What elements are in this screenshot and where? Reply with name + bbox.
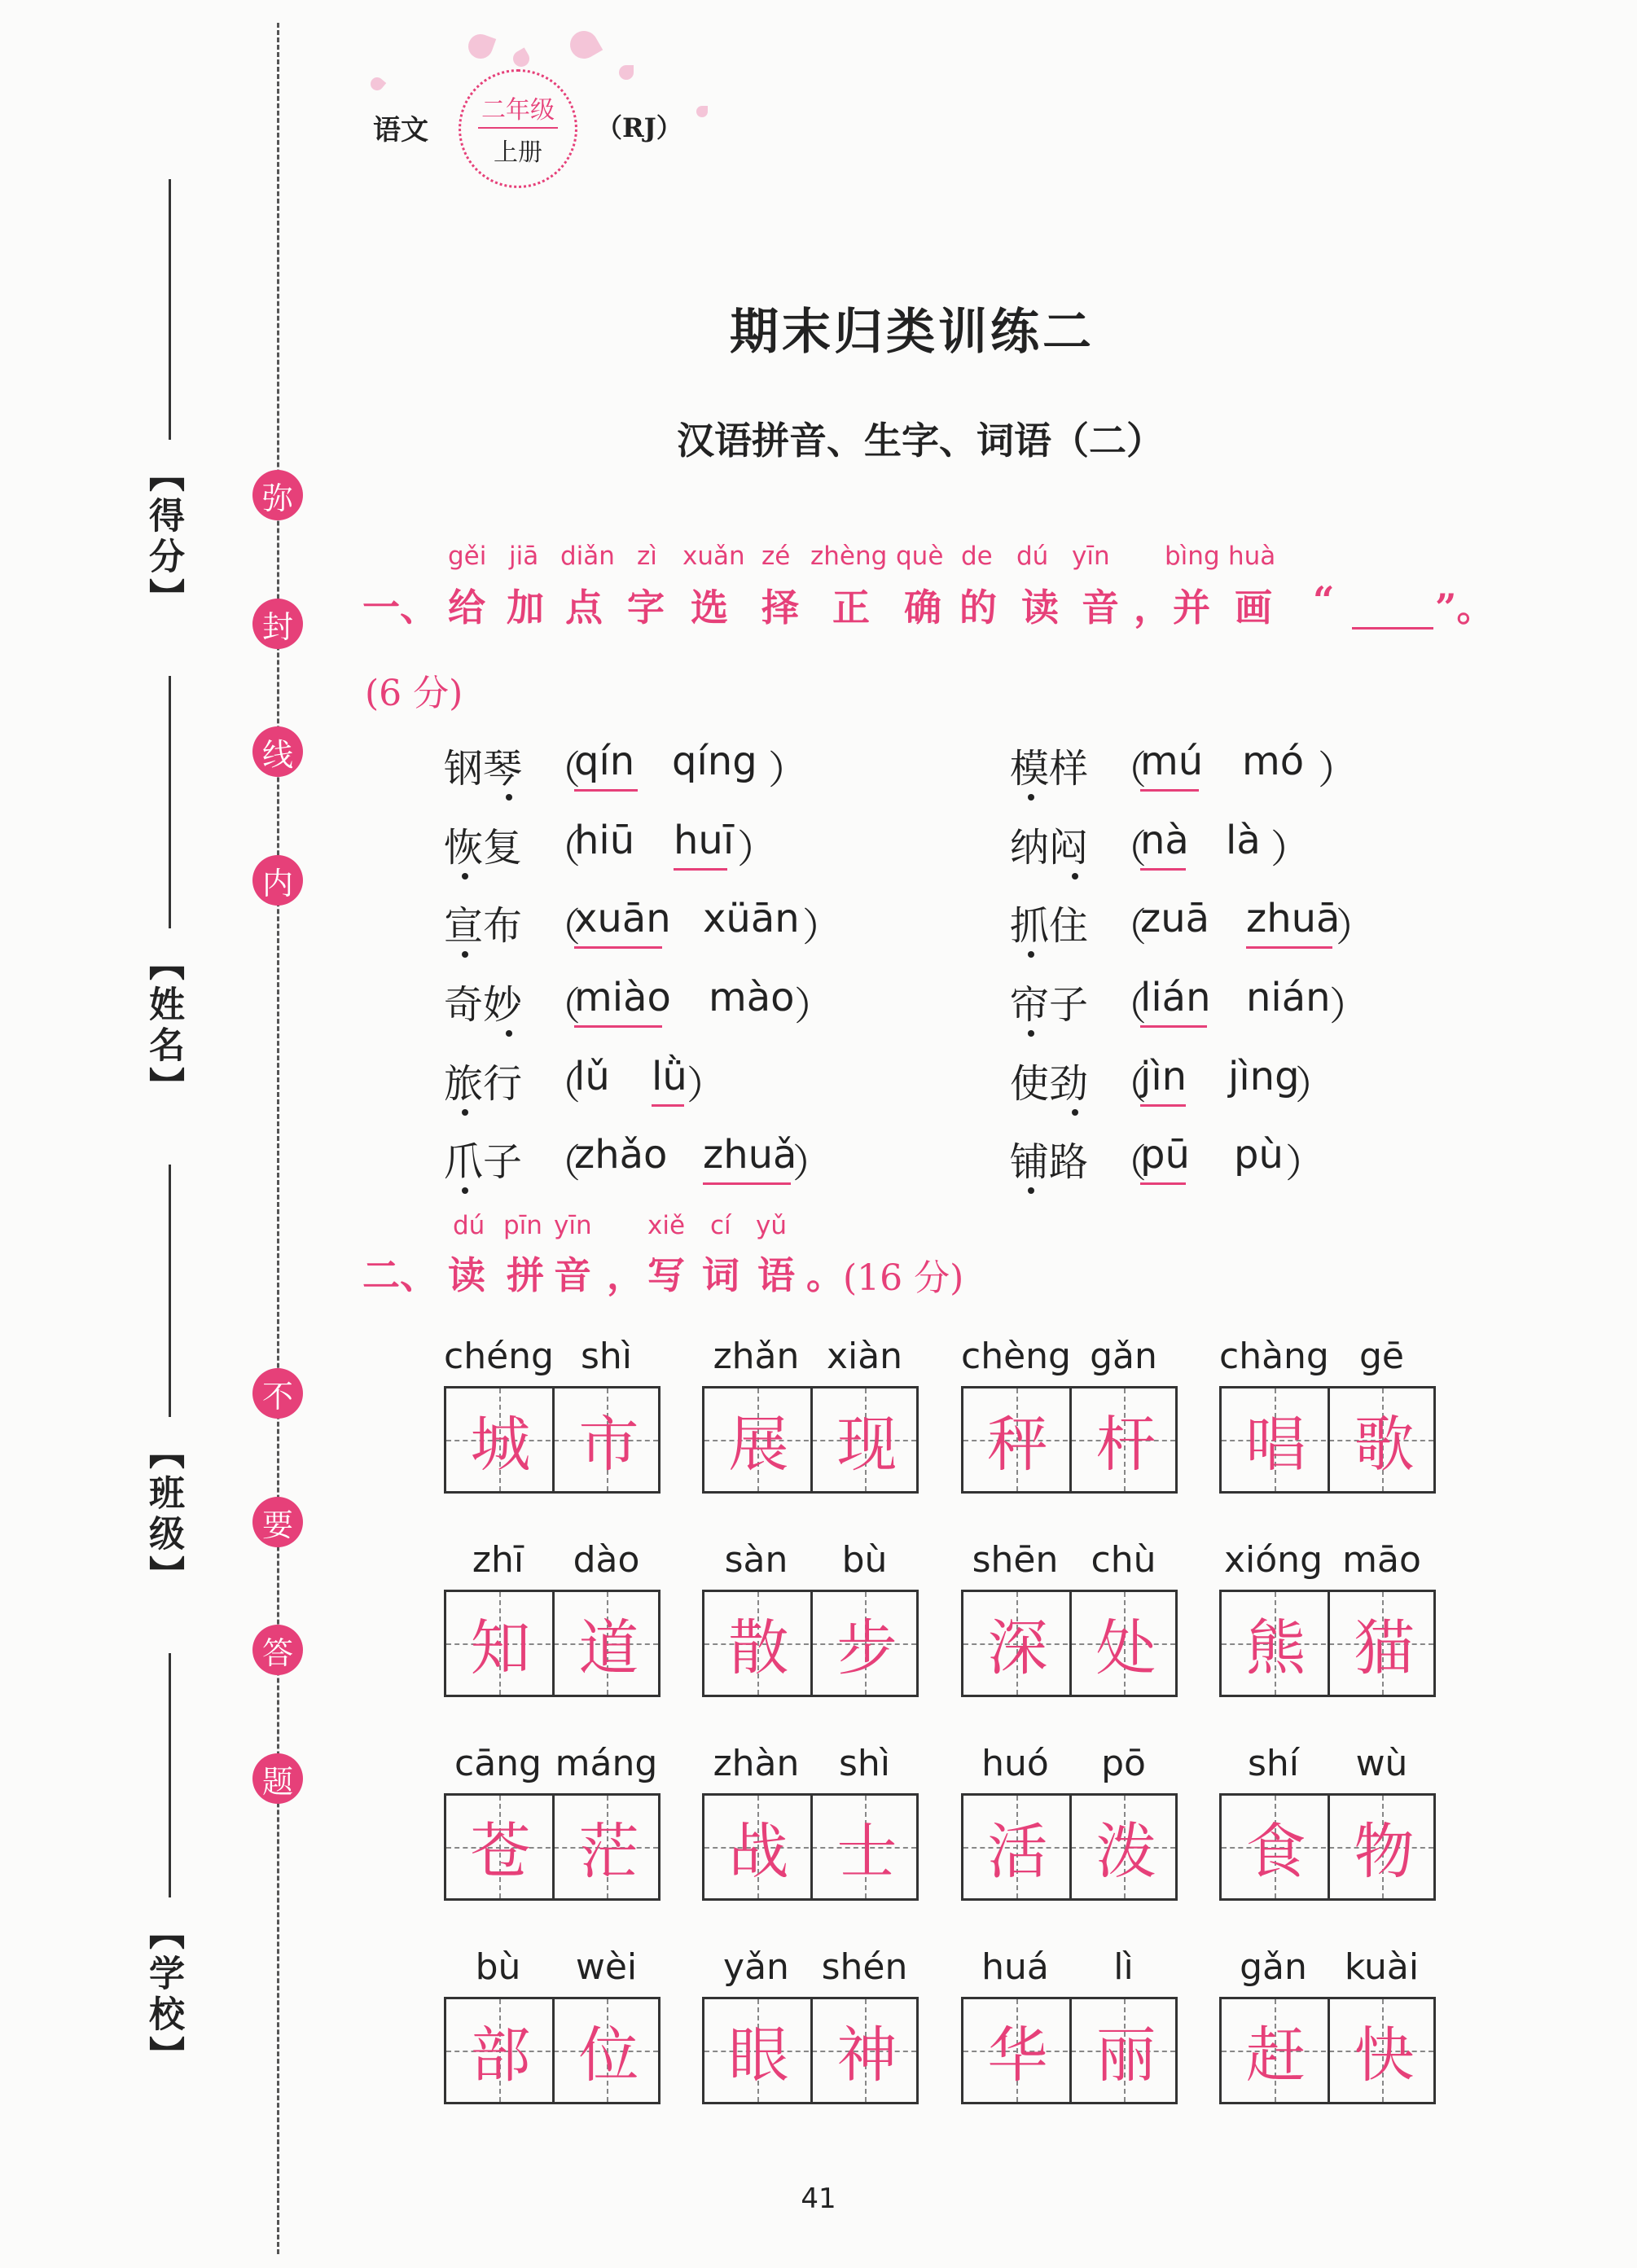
pinyin-option: mào bbox=[709, 975, 795, 1020]
section1-heading-char: ”。 bbox=[1435, 586, 1494, 630]
tian-grid-box bbox=[702, 1793, 919, 1901]
pinyin-option: xüān bbox=[703, 896, 800, 941]
grid-char: 丽 bbox=[1095, 2020, 1156, 2090]
answer-underline bbox=[674, 868, 727, 871]
paren-open: （ bbox=[542, 905, 582, 950]
tian-grid-box bbox=[444, 1590, 661, 1697]
school-write-line bbox=[169, 1653, 171, 1897]
pinyin-option: lián bbox=[1140, 975, 1211, 1020]
tian-grid-box bbox=[702, 1590, 919, 1697]
item-word: 抓住 bbox=[1010, 903, 1089, 949]
item-word: 恢复 bbox=[444, 825, 523, 871]
emphasis-dot bbox=[1072, 873, 1078, 880]
grid-pinyin: gǎn bbox=[1090, 1336, 1157, 1377]
grid-pinyin: shén bbox=[821, 1946, 908, 1988]
emphasis-dot bbox=[1028, 794, 1034, 801]
section2-heading-char: 二、 bbox=[362, 1253, 437, 1297]
paren-open: （ bbox=[542, 984, 582, 1029]
section1-heading-char: 正 bbox=[832, 586, 870, 630]
item-word: 宣布 bbox=[444, 903, 523, 949]
petal-decoration bbox=[565, 26, 603, 64]
score-label: 【得分】 bbox=[143, 456, 184, 619]
paren-open: （ bbox=[542, 827, 582, 872]
paren-open: （ bbox=[542, 1141, 582, 1187]
pinyin-option: jìng bbox=[1228, 1054, 1300, 1099]
grid-pinyin: wù bbox=[1355, 1743, 1408, 1784]
pinyin-option: nián bbox=[1246, 975, 1331, 1020]
section1-heading-char: 字 bbox=[627, 586, 665, 630]
grid-char: 活 bbox=[987, 1817, 1048, 1887]
answer-underline bbox=[574, 1025, 662, 1028]
grid-pinyin: shì bbox=[838, 1743, 891, 1784]
tian-grid-box bbox=[1219, 1386, 1436, 1494]
pinyin-annotation: yīn bbox=[1072, 542, 1110, 571]
pinyin-annotation: pīn bbox=[503, 1211, 542, 1240]
item-word: 帘子 bbox=[1010, 982, 1089, 1028]
tian-grid-box bbox=[444, 1386, 661, 1494]
grid-pinyin: dào bbox=[573, 1539, 640, 1581]
pinyin-option: xuān bbox=[574, 896, 671, 941]
pinyin-annotation: gěi bbox=[448, 542, 487, 571]
grade-label: 二年级 bbox=[478, 90, 558, 129]
emphasis-dot bbox=[1028, 1030, 1034, 1037]
answer-underline bbox=[703, 1182, 791, 1185]
pinyin-annotation: zì bbox=[637, 542, 657, 571]
section1-heading-char: 确 bbox=[904, 586, 941, 630]
emphasis-dot bbox=[462, 873, 468, 880]
answer-underline bbox=[652, 1104, 684, 1107]
paren-open: （ bbox=[1108, 984, 1148, 1029]
paren-close: ） bbox=[792, 1141, 832, 1187]
grade-badge bbox=[459, 69, 577, 188]
pinyin-option: mú bbox=[1140, 739, 1204, 784]
section1-heading-char: 的 bbox=[959, 586, 997, 630]
grid-char: 道 bbox=[578, 1613, 639, 1683]
emphasis-dot bbox=[1028, 951, 1034, 958]
paren-close: ） bbox=[794, 984, 834, 1029]
school-label: 【学校】 bbox=[143, 1914, 184, 2077]
grid-pinyin: bù bbox=[475, 1946, 521, 1988]
pinyin-option: zhuā bbox=[1246, 896, 1341, 941]
grid-char: 现 bbox=[836, 1410, 897, 1480]
paren-close: ） bbox=[737, 827, 777, 872]
pinyin-annotation: què bbox=[896, 542, 944, 571]
grid-char: 食 bbox=[1245, 1817, 1306, 1887]
pinyin-annotation: xiě bbox=[647, 1211, 686, 1240]
grid-char: 赶 bbox=[1245, 2020, 1306, 2090]
grid-char: 泼 bbox=[1095, 1817, 1156, 1887]
pinyin-option: miào bbox=[574, 975, 671, 1020]
tian-grid-box bbox=[444, 1997, 661, 2104]
paren-open: （ bbox=[542, 748, 582, 793]
no-answer-circle: 不 bbox=[252, 1368, 303, 1419]
grid-pinyin: xióng bbox=[1224, 1539, 1323, 1581]
pinyin-annotation: dú bbox=[453, 1211, 485, 1240]
pinyin-annotation: yīn bbox=[554, 1211, 592, 1240]
emphasis-dot bbox=[506, 794, 512, 801]
answer-underline bbox=[1140, 868, 1186, 871]
section2-heading-char: 拼 bbox=[507, 1253, 544, 1297]
section2-heading-char: 写 bbox=[647, 1253, 685, 1297]
paren-close: ） bbox=[802, 905, 842, 950]
no-answer-circle: 要 bbox=[252, 1497, 303, 1547]
grid-char: 士 bbox=[836, 1817, 897, 1887]
grid-pinyin: xiàn bbox=[826, 1336, 903, 1377]
pinyin-option: mó bbox=[1242, 739, 1305, 784]
grid-char: 秤 bbox=[987, 1410, 1048, 1480]
grid-char: 城 bbox=[470, 1410, 531, 1480]
grid-pinyin: chàng bbox=[1219, 1336, 1329, 1377]
section1-heading-char: 点 bbox=[565, 586, 603, 630]
pinyin-option: pū bbox=[1140, 1132, 1190, 1178]
grid-pinyin: zhàn bbox=[713, 1743, 800, 1784]
tian-grid-box bbox=[702, 1386, 919, 1494]
edition-label: （RJ） bbox=[596, 112, 682, 143]
answer-underline bbox=[1140, 1025, 1207, 1028]
petal-decoration bbox=[696, 106, 708, 117]
grid-pinyin: māo bbox=[1342, 1539, 1421, 1581]
pinyin-option: hiū bbox=[574, 818, 635, 863]
subject-label: 语文 bbox=[373, 114, 428, 147]
grid-char: 杆 bbox=[1095, 1410, 1156, 1480]
section2-heading-char: 语 bbox=[757, 1253, 795, 1297]
pinyin-option: pù bbox=[1234, 1132, 1284, 1178]
grid-char: 茫 bbox=[578, 1817, 639, 1887]
pinyin-option: zhǎo bbox=[574, 1132, 668, 1178]
grid-pinyin: lì bbox=[1113, 1946, 1134, 1988]
emphasis-dot bbox=[462, 1109, 468, 1116]
paren-close: ） bbox=[1318, 748, 1358, 793]
grid-pinyin: bù bbox=[841, 1539, 888, 1581]
section1-heading-char: 并 bbox=[1173, 586, 1210, 630]
answer-underline bbox=[574, 789, 638, 792]
paren-open: （ bbox=[1108, 905, 1148, 950]
pinyin-option: qíng bbox=[672, 739, 757, 784]
emphasis-dot bbox=[1072, 1109, 1078, 1116]
pinyin-option: nà bbox=[1140, 818, 1189, 863]
tian-grid-box bbox=[961, 1997, 1178, 2104]
grid-char: 华 bbox=[987, 2020, 1048, 2090]
item-word: 模样 bbox=[1010, 746, 1089, 792]
section2-heading-char: 词 bbox=[702, 1253, 740, 1297]
grid-pinyin: zhī bbox=[472, 1539, 524, 1581]
section1-heading-char: 给 bbox=[448, 586, 485, 630]
section2-heading-char: 读 bbox=[448, 1253, 485, 1297]
petal-decoration bbox=[619, 65, 634, 80]
grid-pinyin: gǎn bbox=[1240, 1946, 1307, 1988]
paren-open: （ bbox=[542, 1063, 582, 1108]
class-write-line bbox=[169, 1165, 171, 1417]
pinyin-annotation: de bbox=[961, 542, 993, 571]
tian-grid-box bbox=[1219, 1997, 1436, 2104]
pinyin-annotation: dú bbox=[1016, 542, 1049, 571]
section1-heading-char: 一、 bbox=[362, 586, 437, 630]
grid-pinyin: sàn bbox=[724, 1539, 788, 1581]
section2-heading-char: ， bbox=[607, 1253, 644, 1297]
answer-underline bbox=[1246, 946, 1332, 949]
pinyin-option: lǔ bbox=[574, 1054, 610, 1099]
pinyin-option: jìn bbox=[1140, 1054, 1187, 1099]
pinyin-annotation: jiā bbox=[509, 542, 539, 571]
seal-circle: 封 bbox=[252, 599, 303, 649]
grid-char: 市 bbox=[578, 1410, 639, 1480]
grid-char: 苍 bbox=[470, 1817, 531, 1887]
section1-heading-char: 选 bbox=[691, 586, 728, 630]
tian-grid-box bbox=[444, 1793, 661, 1901]
grid-char: 眼 bbox=[728, 2020, 789, 2090]
grid-pinyin: yǎn bbox=[723, 1946, 789, 1988]
answer-underline bbox=[1140, 1182, 1186, 1185]
page-number: 41 bbox=[801, 2182, 836, 2215]
grid-char: 快 bbox=[1354, 2020, 1415, 2090]
tian-grid-box bbox=[1219, 1590, 1436, 1697]
tian-grid-box bbox=[961, 1386, 1178, 1494]
grid-pinyin: chéng bbox=[444, 1336, 554, 1377]
petal-decoration bbox=[465, 31, 496, 62]
pinyin-annotation: yǔ bbox=[756, 1211, 787, 1240]
section2-heading-char: 音 bbox=[554, 1253, 591, 1297]
section1-heading-char: 加 bbox=[507, 586, 544, 630]
section1-heading-char: 读 bbox=[1021, 586, 1059, 630]
grid-char: 深 bbox=[987, 1613, 1048, 1683]
paren-close: ） bbox=[1285, 1141, 1325, 1187]
section1-heading-char: ， bbox=[1134, 586, 1171, 630]
grid-char: 猫 bbox=[1354, 1613, 1415, 1683]
pinyin-option: zuā bbox=[1140, 896, 1210, 941]
paren-close: ） bbox=[768, 748, 808, 793]
paren-close: ） bbox=[1271, 827, 1310, 872]
grid-char: 知 bbox=[470, 1613, 531, 1683]
name-label: 【姓名】 bbox=[143, 945, 184, 1108]
pinyin-annotation: huà bbox=[1228, 542, 1276, 571]
name-write-line bbox=[169, 676, 171, 928]
item-word: 爪子 bbox=[444, 1139, 523, 1185]
grid-pinyin: shí bbox=[1247, 1743, 1300, 1784]
pinyin-option: lǜ bbox=[652, 1054, 687, 1099]
emphasis-dot bbox=[462, 1187, 468, 1194]
pinyin-annotation: diǎn bbox=[560, 542, 615, 571]
section2-score: (16 分) bbox=[843, 1257, 964, 1299]
grid-char: 处 bbox=[1095, 1613, 1156, 1683]
paren-open: （ bbox=[1108, 827, 1148, 872]
page-subtitle: 汉语拼音、生字、词语（二） bbox=[677, 419, 1164, 463]
tian-grid-box bbox=[961, 1590, 1178, 1697]
grid-char: 位 bbox=[578, 2020, 639, 2090]
paren-open: （ bbox=[1108, 1063, 1148, 1108]
pinyin-option: zhuǎ bbox=[703, 1132, 797, 1178]
grid-pinyin: shì bbox=[580, 1336, 633, 1377]
paren-open: （ bbox=[1108, 748, 1148, 793]
section1-heading-char: 画 bbox=[1235, 586, 1272, 630]
class-label: 【班级】 bbox=[143, 1433, 184, 1596]
section1-score: (6 分) bbox=[365, 673, 463, 714]
tian-grid-box bbox=[702, 1997, 919, 2104]
grid-char: 唱 bbox=[1245, 1410, 1306, 1480]
grid-pinyin: pō bbox=[1101, 1743, 1146, 1784]
grid-pinyin: zhǎn bbox=[713, 1336, 800, 1377]
pinyin-annotation: xuǎn bbox=[682, 542, 745, 571]
page-title: 期末归类训练二 bbox=[730, 304, 1095, 361]
grid-char: 神 bbox=[836, 2020, 897, 2090]
volume-label: 上册 bbox=[494, 138, 542, 167]
no-answer-circle: 题 bbox=[252, 1753, 303, 1804]
seal-circle: 线 bbox=[252, 726, 303, 777]
grid-pinyin: shēn bbox=[972, 1539, 1059, 1581]
answer-underline bbox=[574, 946, 662, 949]
emphasis-dot bbox=[506, 1030, 512, 1037]
grid-pinyin: cāng bbox=[454, 1743, 542, 1784]
petal-decoration bbox=[510, 47, 532, 69]
grid-pinyin: wèi bbox=[575, 1946, 638, 1988]
seal-circle: 弥 bbox=[252, 470, 303, 520]
grid-char: 战 bbox=[728, 1817, 789, 1887]
seal-circle: 内 bbox=[252, 855, 303, 906]
draw-line-sample bbox=[1352, 627, 1433, 630]
no-answer-circle: 答 bbox=[252, 1625, 303, 1675]
grid-pinyin: chù bbox=[1091, 1539, 1156, 1581]
pinyin-annotation: zé bbox=[761, 542, 791, 571]
grid-char: 部 bbox=[470, 2020, 531, 2090]
paren-close: ） bbox=[687, 1063, 726, 1108]
item-word: 纳闷 bbox=[1010, 825, 1089, 871]
seal-dashed-line bbox=[277, 23, 279, 2254]
paren-close: ） bbox=[1329, 984, 1369, 1029]
paren-open: （ bbox=[1108, 1141, 1148, 1187]
grid-char: 熊 bbox=[1245, 1613, 1306, 1683]
pinyin-option: là bbox=[1226, 818, 1261, 863]
emphasis-dot bbox=[1028, 1187, 1034, 1194]
paren-close: ） bbox=[1295, 1063, 1335, 1108]
item-word: 铺路 bbox=[1010, 1139, 1089, 1185]
score-write-line bbox=[169, 179, 171, 440]
emphasis-dot bbox=[462, 951, 468, 958]
grid-char: 歌 bbox=[1354, 1410, 1415, 1480]
item-word: 旅行 bbox=[444, 1061, 523, 1107]
grid-pinyin: kuài bbox=[1344, 1946, 1420, 1988]
grid-char: 散 bbox=[728, 1613, 789, 1683]
section1-heading-char: 择 bbox=[761, 586, 799, 630]
tian-grid-box bbox=[1219, 1793, 1436, 1901]
grid-pinyin: gē bbox=[1359, 1336, 1404, 1377]
grid-pinyin: chèng bbox=[961, 1336, 1071, 1377]
grid-char: 步 bbox=[836, 1613, 897, 1683]
grid-char: 展 bbox=[728, 1410, 789, 1480]
pinyin-option: huī bbox=[674, 818, 735, 863]
petal-decoration bbox=[368, 75, 387, 94]
item-word: 奇妙 bbox=[444, 982, 523, 1028]
item-word: 使劲 bbox=[1010, 1061, 1089, 1107]
answer-underline bbox=[1140, 1104, 1186, 1107]
grid-pinyin: huá bbox=[981, 1946, 1049, 1988]
grid-pinyin: huó bbox=[981, 1743, 1049, 1784]
pinyin-option: qín bbox=[574, 739, 635, 784]
section2-heading-char: 。 bbox=[806, 1253, 844, 1297]
section1-heading-char: “ bbox=[1313, 578, 1335, 622]
grid-pinyin: máng bbox=[555, 1743, 658, 1784]
answer-underline bbox=[1140, 789, 1199, 792]
pinyin-annotation: cí bbox=[710, 1211, 731, 1240]
grid-char: 物 bbox=[1354, 1817, 1415, 1887]
pinyin-annotation: bìng bbox=[1165, 542, 1220, 571]
tian-grid-box bbox=[961, 1793, 1178, 1901]
item-word: 钢琴 bbox=[444, 746, 523, 792]
pinyin-annotation: zhèng bbox=[810, 542, 888, 571]
section1-heading-char: 音 bbox=[1082, 586, 1119, 630]
paren-close: ） bbox=[1336, 905, 1376, 950]
